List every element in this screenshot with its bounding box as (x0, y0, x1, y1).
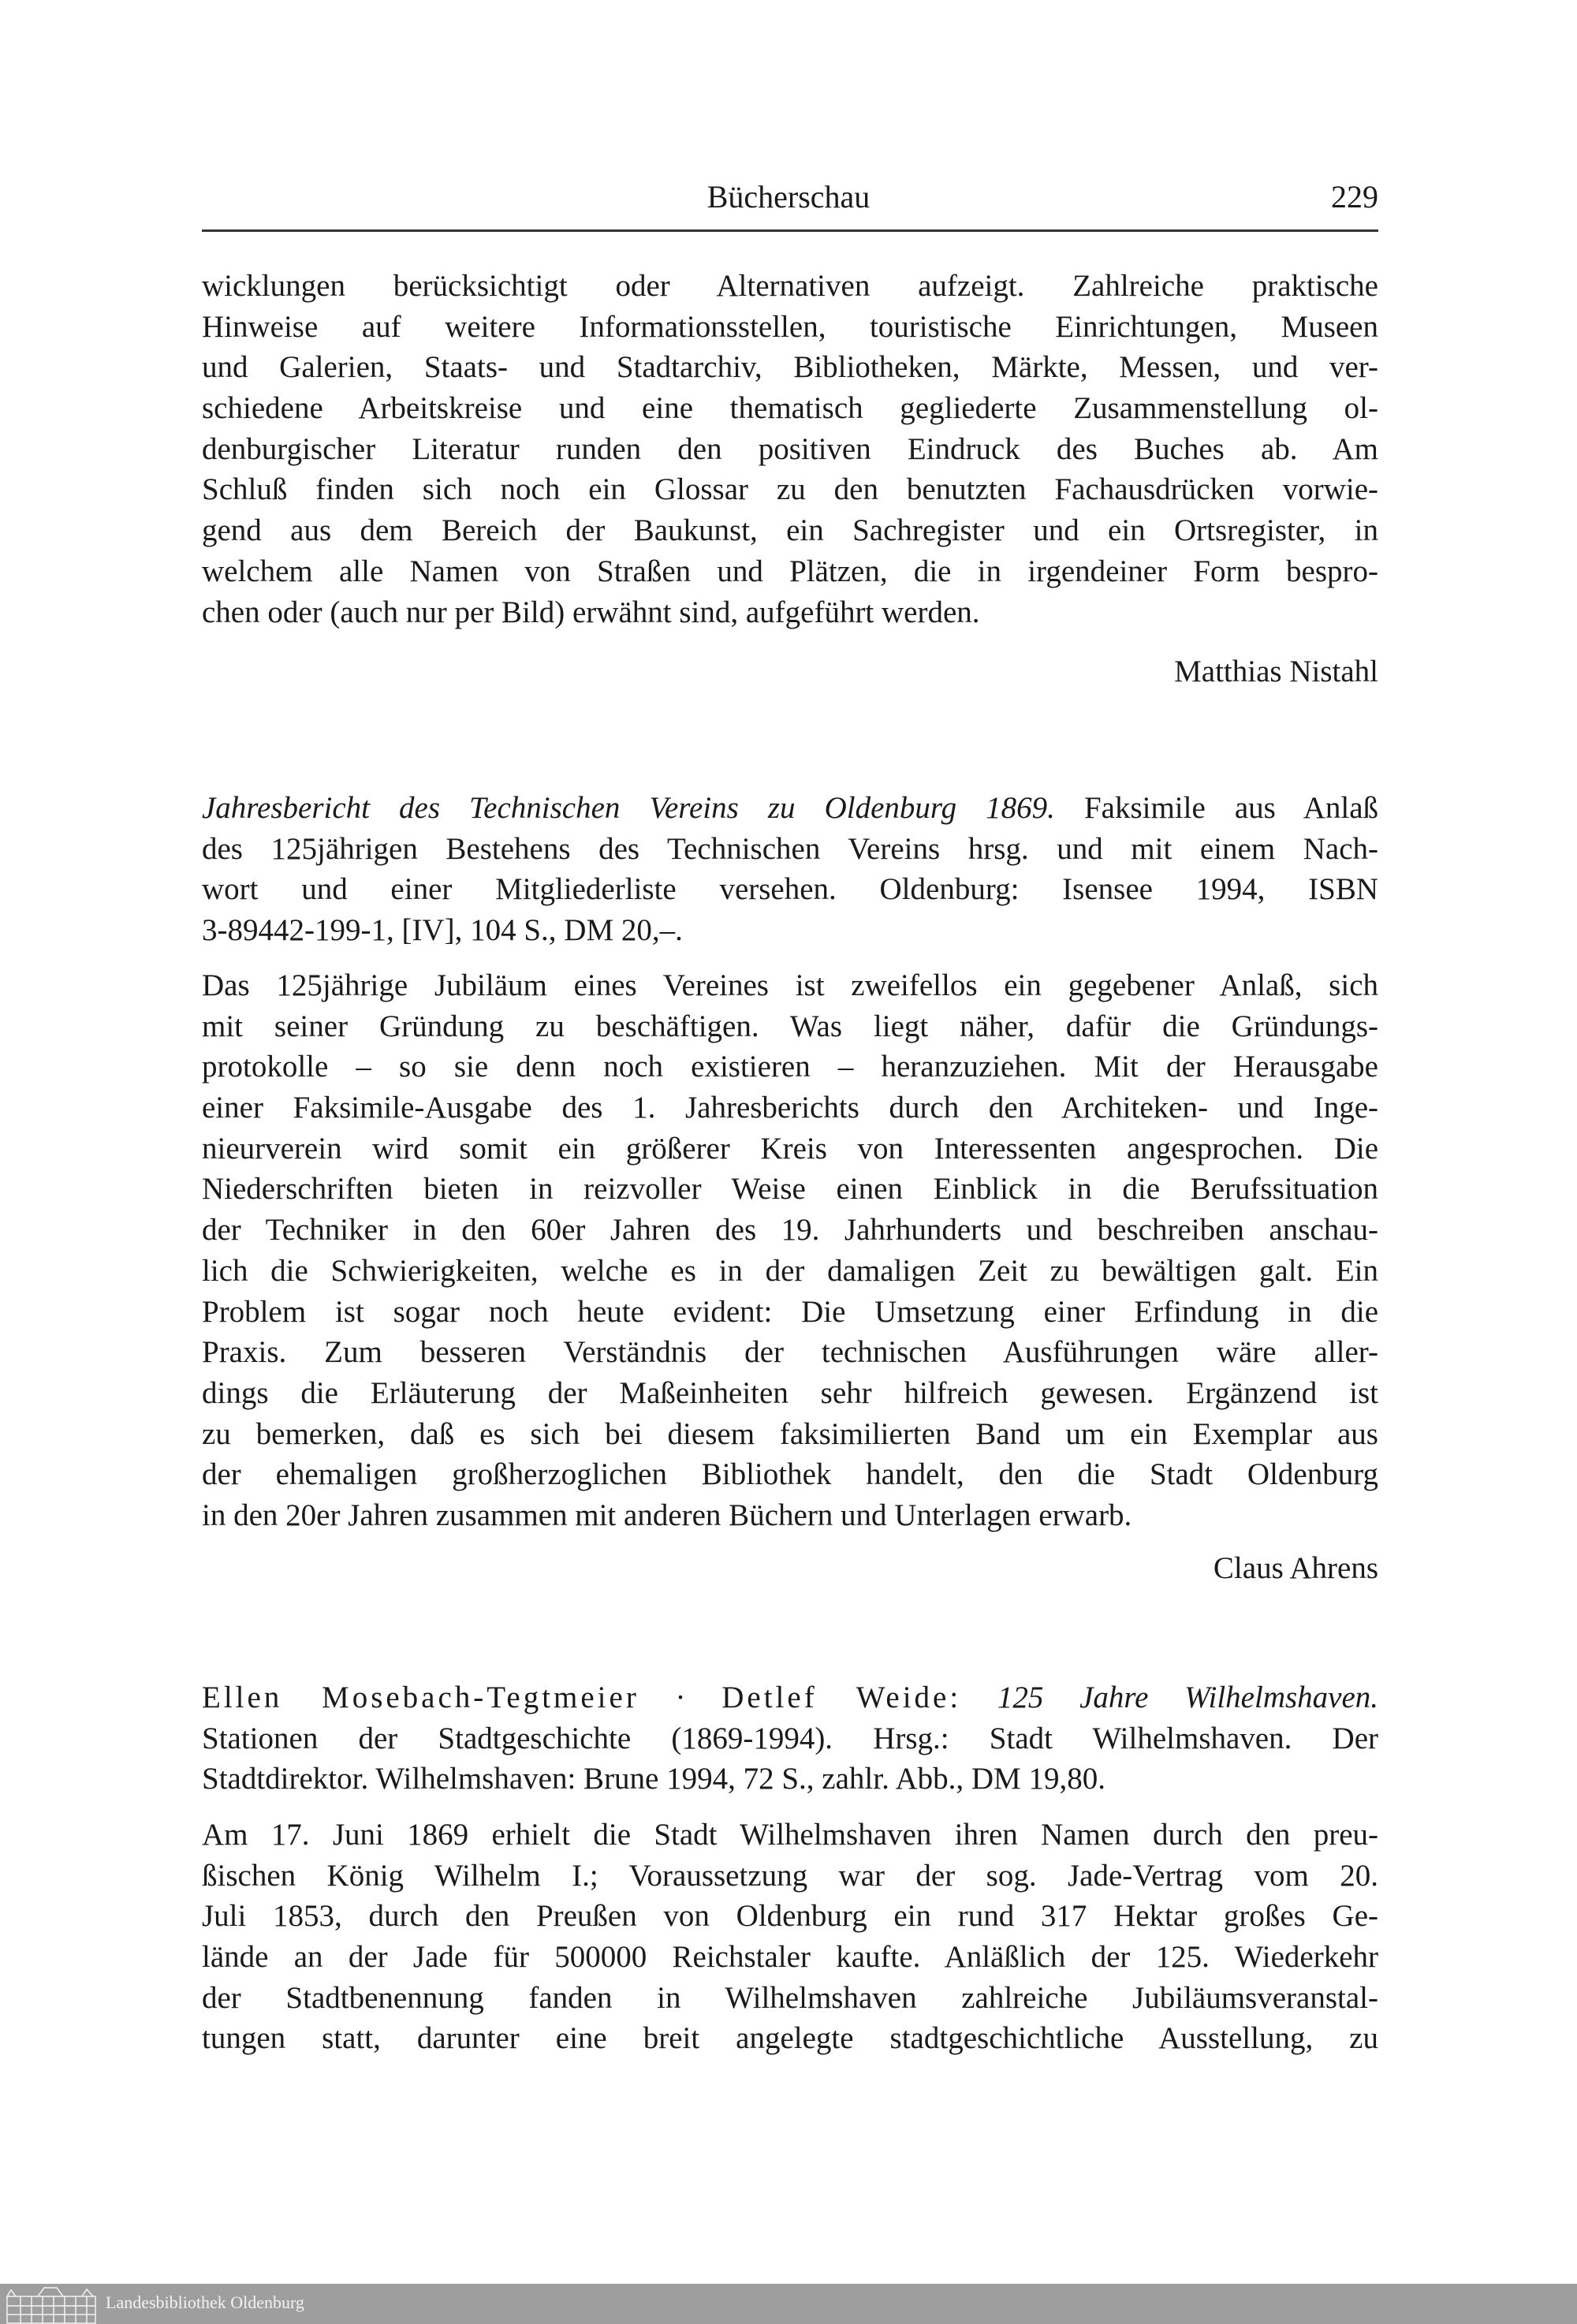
text-line: der Techniker in den 60er Jahren des 19. Jahrhunderts und beschreiben anschau- (202, 1213, 1378, 1248)
text-line: in den 20er Jahren zusammen mit anderen Büchern und Unterlagen erwarb. (202, 1498, 1132, 1532)
text-line: Juli 1853, durch den Preußen von Oldenburg ein rund 317 Hektar großes Ge- (202, 1899, 1378, 1934)
citation-line: Stationen der Stadtgeschichte (1869-1994). Hrsg.: Stadt Wilhelmshaven. Der (202, 1721, 1378, 1755)
text-line: einer Faksimile-Ausgabe des 1. Jahresberichts durch den Architeken- und Inge- (202, 1091, 1378, 1125)
citation-line: des 125jährigen Bestehens des Technischen Vereins hrsg. und mit einem Nach- (202, 831, 1378, 866)
library-name: Landesbibliothek Oldenburg (106, 2292, 304, 2312)
library-footer-bar (0, 2284, 1577, 2324)
book-title: 125 Jahre Wilhelmshaven. (997, 1681, 1379, 1714)
citation-text: Faksimile aus Anlaß (1083, 791, 1379, 825)
text-line: Das 125jährige Jubiläum eines Vereines ist zweifellos ein gegebener Anlaß, sich (202, 968, 1378, 1002)
text-line: Praxis. Zum besseren Verständnis der technischen Ausführungen wäre aller- (202, 1335, 1378, 1370)
review3-body (202, 1815, 1378, 2059)
text-line: Hinweise auf weitere Informationsstellen, touristische Einrichtungen, Museen (202, 309, 1378, 344)
text-line: nieurverein wird somit ein größerer Kreis von Interessenten angesprochen. Die (202, 1131, 1378, 1166)
text-line: schiedene Arbeitskreise und eine thematisch gegliederte Zusammenstellung ol- (202, 391, 1378, 426)
review2-body (202, 965, 1378, 1536)
text-line: ßischen König Wilhelm I.; Voraussetzung war der sog. Jade-Vertrag vom 20. (202, 1858, 1378, 1893)
text-line: zu bemerken, daß es sich bei diesem faksimilierten Band um ein Exemplar aus (202, 1416, 1378, 1451)
author-name: Ellen Mosebach-Tegtmeier (202, 1681, 639, 1714)
citation-line: wort und einer Mitgliederliste versehen. Oldenburg: Isensee 1994, ISBN (202, 872, 1378, 907)
text-line: wicklungen berücksichtigt oder Alternativen aufzeigt. Zahlreiche praktische (202, 269, 1378, 303)
text-line: tungen statt, darunter eine breit angelegte stadtgeschichtliche Ausstellung, zu (202, 2021, 1378, 2056)
text-line: der Stadtbenennung fanden in Wilhelmshaven zahlreiche Jubiläumsveranstal- (202, 1980, 1378, 2015)
author-name: Detlef Weide: (721, 1681, 962, 1714)
review1-signature: Matthias Nistahl (1174, 655, 1378, 688)
text-line: Am 17. Juni 1869 erhielt die Stadt Wilhelmshaven ihren Namen durch den preu- (202, 1818, 1378, 1852)
text-line: Niederschriften bieten in reizvoller Weise einen Einblick in die Berufssituation (202, 1172, 1378, 1207)
text-line: gend aus dem Bereich der Baukunst, ein Sachregister und ein Ortsregister, in (202, 513, 1378, 548)
running-header-title: Bücherschau (706, 179, 871, 214)
citation-line: 3-89442-199-1, [IV], 104 S., DM 20,–. (202, 913, 683, 948)
citation-line (202, 1677, 1378, 1718)
citation-line (202, 788, 1378, 829)
text-line: denburgischer Literatur runden den positiven Eindruck des Buches ab. Am (202, 431, 1378, 466)
text-line: Problem ist sogar noch heute evident: Die Umsetzung einer Erfindung in die (202, 1294, 1378, 1329)
text-line: lich die Schwierigkeiten, welche es in der damaligen Zeit zu bewältigen galt. Ein (202, 1253, 1378, 1288)
text-line: mit seiner Gründung zu beschäftigen. Was liegt näher, dafür die Gründungs- (202, 1009, 1378, 1043)
text-line: der ehemaligen großherzoglichen Bibliothek handelt, den die Stadt Oldenburg (202, 1457, 1378, 1492)
review2-signature: Claus Ahrens (1213, 1551, 1378, 1585)
text-line: dings die Erläuterung der Maßeinheiten sehr hilfreich gewesen. Ergänzend ist (202, 1375, 1378, 1410)
text-line: protokolle – so sie denn noch existieren – heranzuziehen. Mit der Herausgabe (202, 1050, 1378, 1084)
book-title: Jahresbericht des Technischen Vereins zu Oldenburg 1869. (202, 791, 1055, 825)
review2-citation (202, 788, 1378, 951)
review3-citation (202, 1677, 1378, 1800)
page-number: 229 (1331, 179, 1378, 214)
library-building-logo-icon (5, 2285, 98, 2324)
citation-line: Stadtdirektor. Wilhelmshaven: Brune 1994, 72 S., zahlr. Abb., DM 19,80. (202, 1762, 1105, 1796)
text-line: Schluß finden sich noch ein Glossar zu den benutzten Fachausdrücken vorwie- (202, 472, 1378, 507)
text-line: chen oder (auch nur per Bild) erwähnt sind, aufgeführt werden. (202, 595, 980, 629)
header-rule (202, 229, 1378, 232)
author-separator: · (675, 1681, 686, 1714)
text-line: und Galerien, Staats- und Stadtarchiv, Bibliotheken, Märkte, Messen, und ver- (202, 350, 1378, 385)
review1-body (202, 266, 1378, 632)
text-line: welchem alle Namen von Straßen und Plätzen, die in irgendeiner Form bespro- (202, 554, 1378, 588)
text-line: lände an der Jade für 500000 Reichstaler kaufte. Anläßlich der 125. Wiederkehr (202, 1940, 1378, 1975)
